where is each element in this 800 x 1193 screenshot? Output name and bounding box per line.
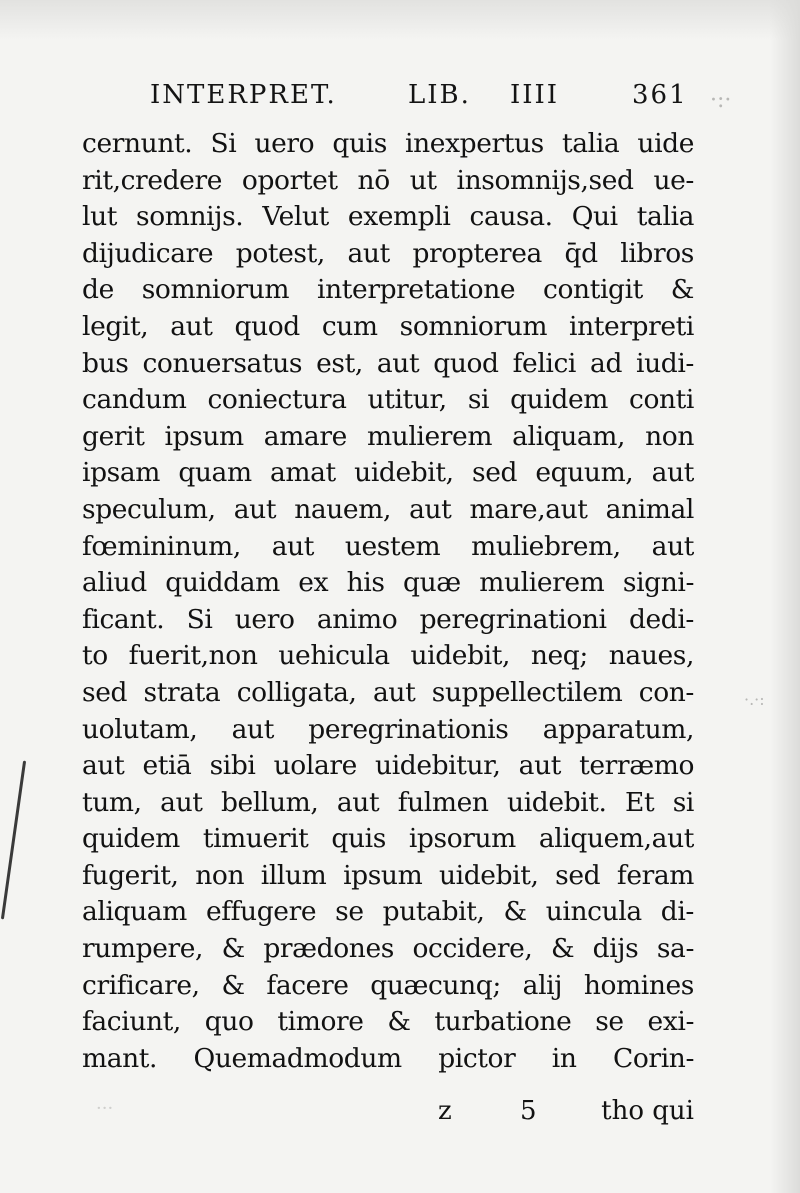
text-line: faciunt, quo timore & turbatione se exi- (82, 1006, 694, 1038)
text-line: legit, aut quod cum somniorum interpreti (82, 310, 694, 342)
text-line: rit,credere oportet nō ut insomnijs,sed ue- (82, 164, 694, 196)
text-line: tum, aut bellum, aut fulmen uidebit. Et si (82, 786, 694, 818)
signature-mark: z 5 (438, 1096, 567, 1126)
text-line: uolutam, aut peregrinationis apparatum, (82, 713, 694, 745)
text-line: bus conuersatus est, aut quod felici ad iudi- (82, 347, 694, 379)
text-line: fugerit, non illum ipsum uidebit, sed feram (82, 859, 694, 891)
page-number: 361 (632, 80, 688, 110)
text-line: to fuerit,non uehicula uidebit, neq; naues, (82, 640, 694, 672)
show-through-mark: ·:· (710, 88, 732, 113)
text-line: sed strata colligata, aut suppellectilem con- (82, 676, 694, 708)
text-line: rumpere, & prædones occidere, & dijs sa- (82, 933, 694, 965)
text-line: cernunt. Si uero quis inexpertus talia uide (82, 128, 694, 159)
text-line: ipsam quam amat uidebit, sed equum, aut (82, 457, 694, 489)
show-through-mark: ··· (96, 1098, 114, 1119)
text-line: mant. Quemadmodum pictor in Corin- (82, 1042, 694, 1074)
text-line: crificare, & facere quæcunq; alij homines (82, 969, 694, 1001)
catchword: tho qui (601, 1096, 694, 1126)
running-head (150, 80, 710, 116)
running-head-book-number: IIII (510, 80, 560, 110)
text-line: dijudicare potest, aut propterea q̄d libros (82, 237, 694, 269)
text-line: ficant. Si uero animo peregrinationi dedi- (82, 603, 694, 635)
text-line: de somniorum interpretatione contigit & (82, 274, 694, 306)
text-line: fœmininum, aut uestem muliebrem, aut (82, 530, 694, 562)
text-line: lut somnijs. Velut exempli causa. Qui talia (82, 201, 694, 233)
running-head-title: INTERPRET. (150, 80, 337, 110)
text-line: candum coniectura utitur, si quidem conti (82, 384, 694, 416)
text-line: aliud quiddam ex his quæ mulierem signi- (82, 567, 694, 599)
text-line: aut etiā sibi uolare uidebitur, aut terræmo (82, 750, 694, 782)
text-line: speculum, aut nauem, aut mare,aut animal (82, 493, 694, 525)
running-head-book-label: LIB. (408, 80, 471, 110)
text-line: gerit ipsum amare mulierem aliquam, non (82, 420, 694, 452)
margin-stroke (1, 761, 26, 920)
show-through-mark: ·.·: (744, 690, 765, 709)
text-line: aliquam effugere se putabit, & uincula di- (82, 896, 694, 928)
catchline (82, 1096, 694, 1136)
body-text (82, 126, 694, 1077)
text-line: quidem timuerit quis ipsorum aliquem,aut (82, 823, 694, 855)
